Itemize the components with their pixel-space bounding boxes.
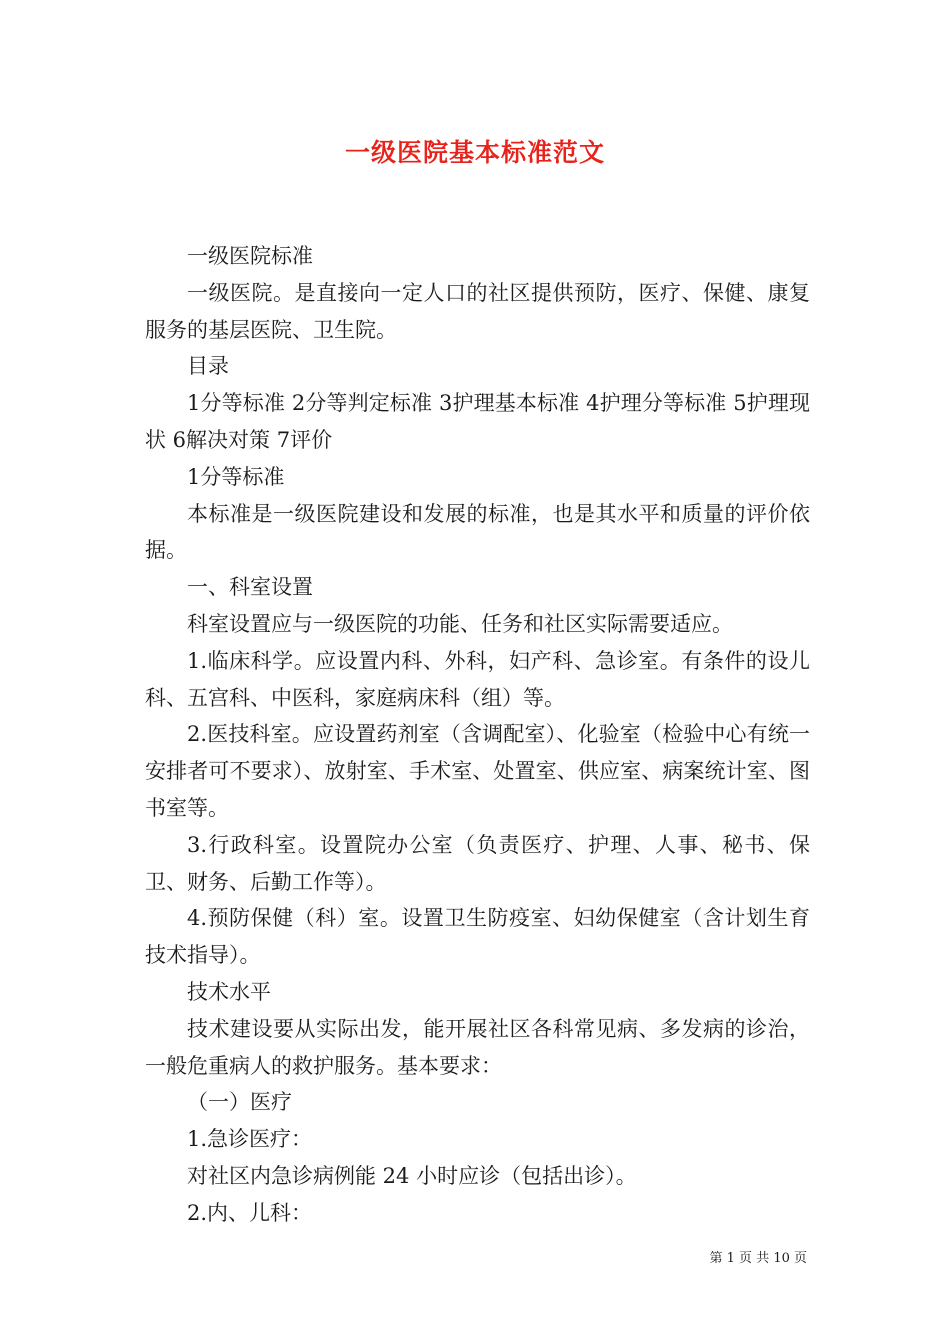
page-number-footer: 第 1 页 共 10 页 [709,1251,807,1266]
paragraph: 1分等标准 2分等判定标准 3护理基本标准 4护理分等标准 5护理现状 6解决对策 7评价 [145,391,810,452]
paragraph: 1.临床科学。应设置内科、外科，妇产科、急诊室。有条件的设儿科、五宫科、中医科，家庭病床科（组）等。 [145,648,810,710]
paragraph: 本标准是一级医院建设和发展的标准，也是其水平和质量的评价依据。 [145,501,810,563]
paragraph: 技术建设要从实际出发，能开展社区各科常见病、多发病的诊治，一般危重病人的救护服务。基本要求： [145,1016,810,1078]
paragraph: 3.行政科室。设置院办公室（负责医疗、护理、人事、秘书、保卫、财务、后勤工作等）。 [145,832,810,894]
paragraph: 2.内、儿科： [187,1200,313,1225]
paragraph: 技术水平 [187,979,271,1004]
document-body [145,238,810,1232]
paragraph: 2.医技科室。应设置药剂室（含调配室）、化验室（检验中心有统一安排者可不要求）、放射室、手术室、处置室、供应室、病案统计室、图书室等。 [145,722,810,820]
paragraph: 1.急诊医疗： [187,1127,313,1152]
paragraph: （一）医疗 [187,1090,292,1115]
paragraph: 目录 [187,354,229,379]
paragraph: 科室设置应与一级医院的功能、任务和社区实际需要适应。 [187,611,733,636]
paragraph: 对社区内急诊病例能 24 小时应诊（包括出诊）。 [187,1163,637,1188]
document-title: 一级医院基本标准范文 [344,138,605,167]
paragraph: 一级医院。是直接向一定人口的社区提供预防，医疗、保健、康复服务的基层医院、卫生院。 [145,280,810,342]
paragraph: 一级医院标准 [187,244,313,268]
paragraph: 一、科室设置 [187,575,313,600]
paragraph: 1分等标准 [187,464,285,489]
paragraph: 4.预防保健（科）室。设置卫生防疫室、妇幼保健室（含计划生育技术指导）。 [145,906,810,968]
